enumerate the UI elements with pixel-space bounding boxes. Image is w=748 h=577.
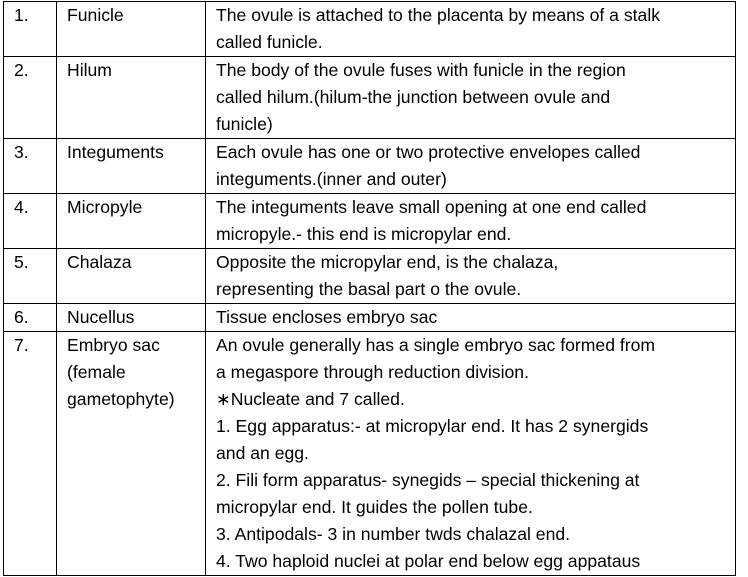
- description-cell: Opposite the micropylar end, is the chalaza, representing the basal part o the ovule.: [206, 249, 736, 304]
- description-cell: Each ovule has one or two protective envelopes called integuments.(inner and outer): [206, 139, 736, 194]
- description-cell: The body of the ovule fuses with funicle in the region called hilum.(hilum-the junction between ovule and funicle): [206, 57, 736, 139]
- table-row: [4, 194, 736, 249]
- term-cell: Embryo sac (female gametophyte): [57, 332, 206, 576]
- row-number: 7.: [4, 332, 57, 576]
- row-number: 3.: [4, 139, 57, 194]
- table-row: [4, 304, 736, 332]
- term-cell: Hilum: [57, 57, 206, 139]
- row-number: 2.: [4, 57, 57, 139]
- table-row: [4, 2, 736, 57]
- row-number: 5.: [4, 249, 57, 304]
- term-cell: Chalaza: [57, 249, 206, 304]
- table-row: [4, 249, 736, 304]
- table-row: [4, 57, 736, 139]
- ovule-parts-table: [3, 1, 736, 576]
- term-cell: Integuments: [57, 139, 206, 194]
- description-cell: The integuments leave small opening at one end called micropyle.- this end is micropylar end.: [206, 194, 736, 249]
- table-row: [4, 332, 736, 576]
- description-cell: Tissue encloses embryo sac: [206, 304, 736, 332]
- row-number: 1.: [4, 2, 57, 57]
- description-cell: An ovule generally has a single embryo sac formed from a megaspore through reduction division. ∗Nucleate and 7 called. 1. Egg apparatus:- at micropylar end. It has 2 synergids and an egg. 2. Fili form apparatus- synegids – special thickening at micropylar end. It guides the pollen tube. 3. Antipodals- 3 in number twds chalazal end. 4. Two haploid nuclei at polar end below egg appataus: [206, 332, 736, 576]
- term-cell: Micropyle: [57, 194, 206, 249]
- term-cell: Funicle: [57, 2, 206, 57]
- description-cell: The ovule is attached to the placenta by means of a stalk called funicle.: [206, 2, 736, 57]
- row-number: 4.: [4, 194, 57, 249]
- row-number: 6.: [4, 304, 57, 332]
- table-row: [4, 139, 736, 194]
- term-cell: Nucellus: [57, 304, 206, 332]
